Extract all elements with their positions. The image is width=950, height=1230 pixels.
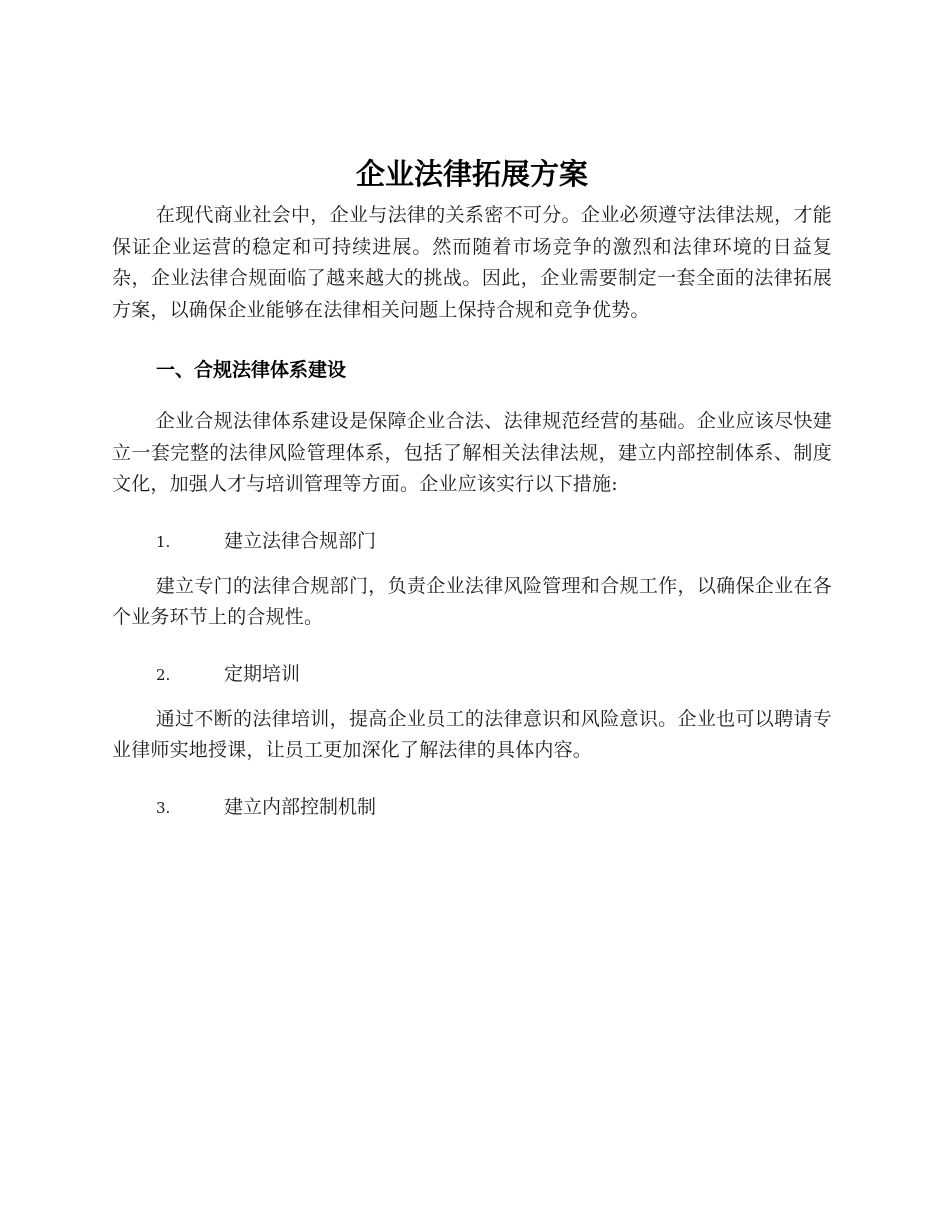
- list-item-2: [112, 652, 832, 696]
- intro-paragraph: 在现代商业社会中，企业与法律的关系密不可分。企业必须遵守法律法规，才能保证企业运营的稳定和可持续进展。然而随着市场竞争的激烈和法律环境的日益复杂，企业法律合规面临了越来越大的挑战。因此，企业需要制定一套全面的法律拓展方案，以确保企业能够在法律相关问题上保持合规和竞争优势。: [112, 204, 832, 321]
- list-item-1: [112, 519, 832, 563]
- list-item-title: 建立内部控制机制: [224, 795, 377, 818]
- list-item-title: 建立法律合规部门: [224, 529, 377, 552]
- list-item-number: 2.: [156, 665, 171, 684]
- list-item-number: 1.: [156, 532, 171, 551]
- list-item-title: 定期培训: [224, 662, 301, 685]
- document-content: [112, 148, 832, 837]
- section-body-paragraph: 企业合规法律体系建设是保障企业合法、法律规范经营的基础。企业应该尽快建立一套完整的法律风险管理体系，包括了解相关法律法规，建立内部控制体系、制度文化，加强人才与培训管理等方面。企业应该实行以下措施:: [112, 410, 832, 495]
- list-item-3: [112, 785, 832, 829]
- list-item-number: 3.: [156, 798, 171, 817]
- section-heading: 一、合规法律体系建设: [156, 359, 347, 381]
- list-item-2-body: 通过不断的法律培训，提高企业员工的法律意识和风险意识。企业也可以聘请专业律师实地授课，让员工更加深化了解法律的具体内容。: [112, 707, 832, 761]
- list-item-1-body: 建立专门的法律合规部门，负责企业法律风险管理和合规工作，以确保企业在各个业务环节上的合规性。: [112, 574, 832, 628]
- document-title: 企业法律拓展方案: [355, 157, 588, 191]
